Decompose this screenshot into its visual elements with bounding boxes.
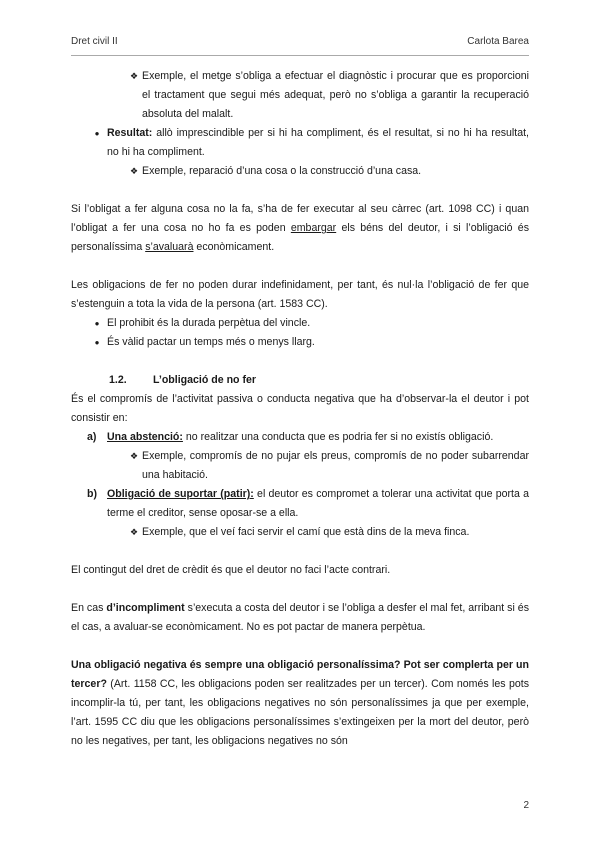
header-author: Carlota Barea	[467, 36, 529, 47]
bullet-valid: ● És vàlid pactar un temps més o menys llarg.	[87, 333, 529, 352]
page-number: 2	[523, 800, 529, 811]
question-heading: Una obligació negativa és sempre una obligació personalíssima? Pot ser complerta per un tercer?	[71, 659, 529, 690]
item-b-tolerate: b) Obligació de suportar (patir): el deutor es compromet a tolerar una activitat que porta a terme el creditor, sense oposar-se a ella.	[87, 485, 529, 523]
diamond-bullet-icon: ❖	[129, 71, 139, 81]
page-header	[71, 36, 529, 47]
diamond-bullet-icon: ❖	[129, 451, 139, 461]
paragraph-commitment: És el compromís de l’activitat passiva o conducta negativa que ha d’observar-la el deutor i pot consistir en:	[71, 393, 529, 424]
paragraph-credit-content: El contingut del dret de crèdit és que el deutor no faci l’acte contrari.	[71, 564, 391, 576]
header-divider	[71, 55, 529, 56]
bullet-resultat: ● Resultat: allò imprescindible per si hi ha compliment, és el resultat, si no hi ha resultat, no hi ha compliment.	[87, 124, 529, 162]
page-body	[71, 67, 529, 751]
term-suportar: Obligació de suportar (patir):	[107, 488, 254, 500]
paragraph-breach: En cas d’incompliment s’executa a costa del deutor i se l’obliga a desfer el mal fet, arribant si és el cas, a avaluar-se econòmicament. No es pot pactar de manera perpètua.	[71, 602, 529, 633]
diamond-bullet-icon: ❖	[129, 527, 139, 537]
term-avaluara: s’avaluarà	[145, 241, 194, 253]
example-prices: ❖ Exemple, compromís de no pujar els preus, compromís de no poder subarrendar una habitació.	[126, 447, 529, 485]
term-resultat: Resultat:	[107, 127, 153, 139]
header-course: Dret civil II	[71, 36, 118, 47]
item-marker-b: b)	[87, 488, 97, 500]
bullet-prohibited: ● El prohibit és la durada perpètua del vincle.	[87, 314, 529, 333]
paragraph-execution: Si l’obligat a fer alguna cosa no la fa, s’ha de fer executar al seu càrrec (art. 1098 CC) i quan l’obligat a fer una cosa no ho fa es poden embargar els béns del deutor, i si l’obligació és personalíssima s’avaluarà econòmicament.	[71, 203, 529, 253]
term-incompliment: d’incompliment	[106, 602, 185, 614]
bullet-icon: ●	[94, 338, 100, 347]
paragraph-question: Una obligació negativa és sempre una obligació personalíssima? Pot ser complerta per un tercer? (Art. 1158 CC, les obligacions poden ser realitzades per un tercer). Com només les pots incomplir-la tú, per tant, les obligacions negatives no són personalíssimes ja que per exemple, l’art. 1595 CC diu que les obligacions personalíssimes s’extingeixen per la mort del deutor, però no les negatives, per tant, les obligacions negatives no són	[71, 659, 529, 747]
bullet-icon: ●	[94, 129, 100, 138]
diamond-bullet-icon: ❖	[129, 166, 139, 176]
term-embargar: embargar	[290, 222, 337, 234]
bullet-icon: ●	[94, 319, 100, 328]
example-repair: ❖ Exemple, reparació d’una cosa o la construcció d’una casa.	[126, 162, 529, 181]
section-heading	[109, 371, 529, 390]
example-doctor: ❖ Exemple, el metge s’obliga a efectuar el diagnòstic i procurar que es proporcioni el tractament que segui més adequat, però no s’obliga a garantir la recuperació absoluta del malalt.	[126, 67, 529, 124]
item-marker-a: a)	[87, 431, 97, 443]
term-abstencio: Una abstenció:	[107, 431, 183, 443]
paragraph-duration: Les obligacions de fer no poden durar indefinidament, per tant, és nul·la l’obligació de fer que s’estenguin a tota la vida de la persona (art. 1583 CC).	[71, 279, 529, 310]
example-neighbour: ❖ Exemple, que el veí faci servir el camí que està dins de la meva finca.	[126, 523, 529, 542]
section-title: L’obligació de no fer	[153, 374, 257, 386]
item-a-abstention: a) Una abstenció: no realitzar una conducta que es podria fer si no existís obligació.	[87, 428, 529, 447]
section-number: 1.2.	[109, 374, 127, 386]
